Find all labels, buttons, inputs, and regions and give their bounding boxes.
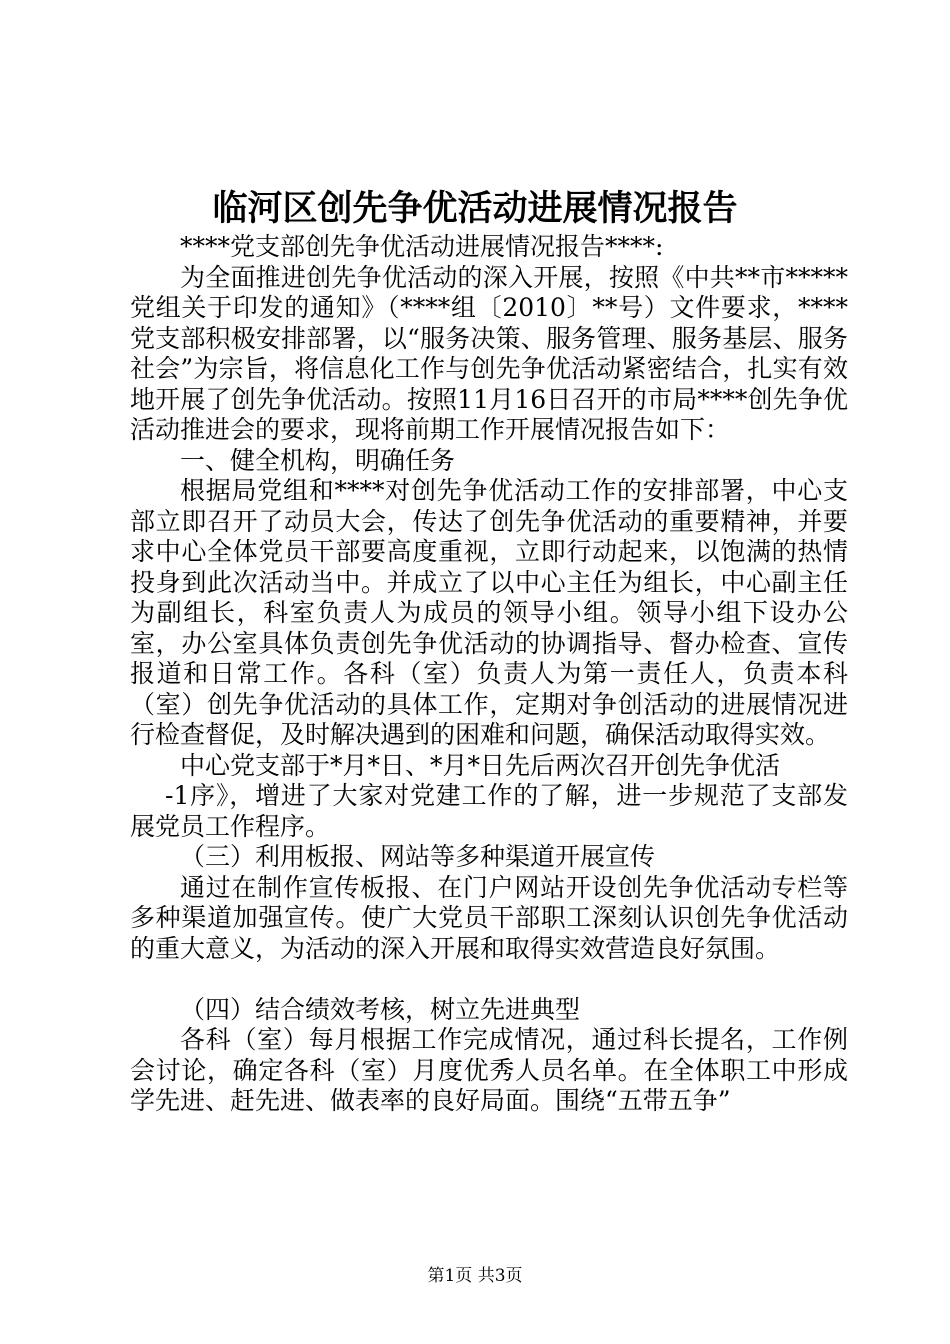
body-paragraph-4: 通过在制作宣传板报、在门户网站开设创先争优活动专栏等多种渠道加强宣传。使广大党员干部职工深刻认识创先争优活动的重大意义，为活动的深入开展和取得实效营造良好氛围。 (130, 872, 848, 963)
body-paragraph-5: 各科（室）每月根据工作完成情况，通过科长提名，工作例会讨论，确定各科（室）月度优秀人员名单。在全体职工中形成学先进、赶先进、做表率的良好局面。围绕“五带五争” (130, 1025, 848, 1115)
section-heading-1: 一、健全机构，明确任务 (180, 445, 456, 475)
salutation-paragraph: ****党支部创先争优活动进展情况报告****: (180, 232, 664, 261)
paragraph-gap (130, 964, 848, 995)
body-paragraph-2: 中心党支部于*月*日、*月*日先后两次召开创先争优活 (180, 750, 781, 780)
section-heading-4: （四）结合绩效考核，树立先进典型 (180, 994, 581, 1024)
body-paragraph-3: -1序》，增进了大家对党建工作的了解，进一步规范了支部发展党员工作程序。 (130, 781, 848, 841)
document-body (130, 232, 848, 1117)
page-footer: 第1页 共3页 (427, 1266, 523, 1286)
body-paragraph-1: 根据局党组和****对创先争优活动工作的安排部署，中心支部立即召开了动员大会，传达了创先争优活动的重要精神，并要求中心全体党员干部要高度重视，立即行动起来，以饱满的热情投身到此次活动当中。并成立了以中心主任为组长，中心副主任为副组长，科室负责人为成员的领导小组。领导小组下设办公室，办公室具体负责创先争优活动的协调指导、督办检查、宣传报道和日常工作。各科（室）负责人为第一责任人，负责本科（室）创先争优活动的具体工作，定期对争创活动的进展情况进行检查督促，及时解决遇到的困难和问题，确保活动取得实效。 (130, 476, 848, 749)
document-title: 临河区创先争优活动进展情况报告 (212, 188, 738, 229)
intro-paragraph: 为全面推进创先争优活动的深入开展，按照《中共**市*****党组关于印发的通知》（****组〔2010〕**号）文件要求，****党支部积极安排部署，以“服务决策、服务管理、服务基层、服务社会”为宗旨，将信息化工作与创先争优活动紧密结合，扎实有效地开展了创先争优活动。按照11月16日召开的市局****创先争优活动推进会的要求，现将前期工作开展情况报告如下： (130, 262, 848, 444)
section-heading-3: （三）利用板报、网站等多种渠道开展宣传 (180, 842, 656, 871)
